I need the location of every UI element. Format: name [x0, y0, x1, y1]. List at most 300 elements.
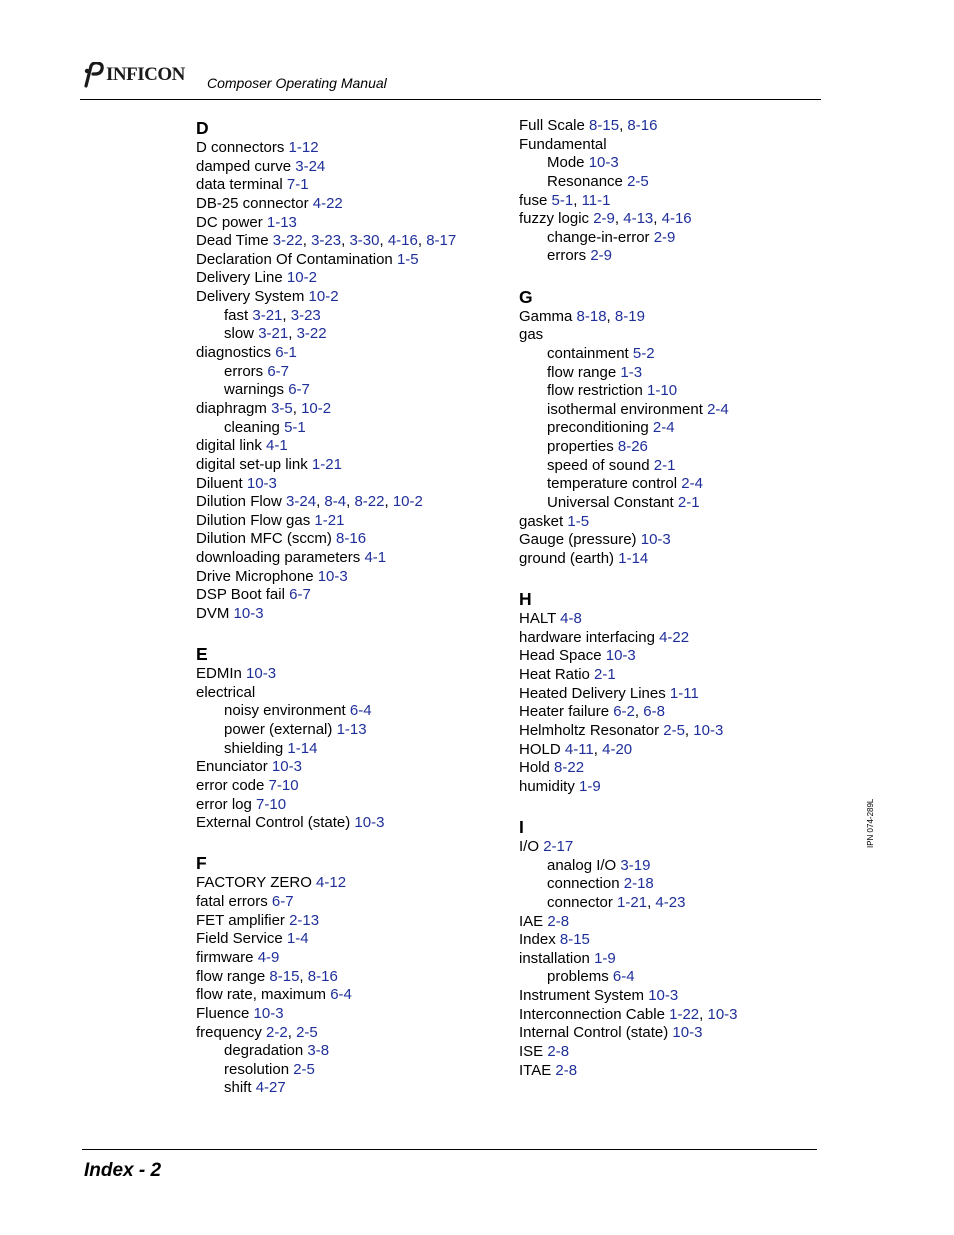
- entry-term: Fundamental: [519, 135, 607, 153]
- page-reference-link[interactable]: 10-3: [233, 605, 264, 623]
- index-entry: [196, 475, 496, 494]
- entry-term: shift: [224, 1079, 252, 1097]
- page-reference-link[interactable]: 10-3: [707, 1005, 738, 1023]
- page-reference-link[interactable]: 8-16: [627, 117, 658, 134]
- entry-term: D connectors: [196, 139, 285, 156]
- page-reference-link[interactable]: 2-5: [293, 1060, 315, 1078]
- page-reference-link[interactable]: 1-22: [669, 1005, 700, 1023]
- page-reference-link[interactable]: 2-5: [296, 1023, 318, 1041]
- index-entry: [519, 629, 819, 648]
- page-number: Index - 2: [84, 1160, 162, 1181]
- page-reference-link[interactable]: 4-23: [655, 893, 686, 911]
- page-reference-link[interactable]: 3-8: [307, 1042, 330, 1060]
- page-reference-link[interactable]: 2-1: [653, 456, 676, 474]
- page-reference-link[interactable]: 10-3: [648, 987, 679, 1005]
- page-reference-link[interactable]: 3-19: [620, 856, 651, 874]
- entry-term: resolution: [224, 1060, 290, 1078]
- entry-term: speed of sound: [547, 456, 650, 474]
- page-reference-link[interactable]: 3-5: [271, 399, 293, 417]
- page-reference-link[interactable]: 3-21: [258, 325, 289, 343]
- entry-term: Full Scale: [519, 117, 585, 134]
- index-subentry: [519, 875, 819, 894]
- page-reference-link[interactable]: 2-9: [653, 228, 676, 246]
- index-entry: frequency 2-2, 2-5: [196, 1023, 318, 1041]
- index-subentry: [196, 419, 496, 438]
- entry-term: Field Service: [196, 930, 283, 948]
- entry-term: electrical: [196, 683, 256, 701]
- entry-term: Delivery Line: [196, 269, 283, 287]
- index-entry: [196, 777, 496, 796]
- entry-term: humidity: [519, 777, 575, 795]
- page-reference-link[interactable]: 6-7: [267, 362, 290, 380]
- index-subentry: [519, 475, 819, 494]
- page-reference-link[interactable]: 10-3: [271, 758, 302, 776]
- entry-term: Resonance: [547, 172, 623, 190]
- index-entry: [196, 288, 496, 307]
- index-subentry: slow 3-21, 3-22: [224, 325, 327, 343]
- entry-term: analog I/O: [547, 856, 617, 874]
- page-reference-link[interactable]: 10-3: [640, 531, 671, 549]
- page-reference-link[interactable]: 6-8: [643, 703, 665, 721]
- entry-term: flow range: [196, 967, 266, 985]
- entry-term: diagnostics: [196, 344, 272, 362]
- index-entry: [519, 531, 819, 550]
- index-entry: [196, 893, 496, 912]
- header-divider: [80, 99, 821, 100]
- index-entry: [519, 685, 819, 704]
- index-subentry: [519, 494, 819, 513]
- index-entry: [196, 269, 496, 288]
- page-reference-link[interactable]: 3-23: [290, 306, 321, 324]
- index-entry: [519, 326, 819, 345]
- page-reference-link[interactable]: 4-8: [560, 610, 582, 628]
- page-reference-link[interactable]: 4-11: [564, 740, 594, 758]
- entry-term: fast: [224, 306, 249, 324]
- index-entry: [519, 987, 819, 1006]
- index-subentry: [519, 345, 819, 364]
- index-subentry: [519, 457, 819, 476]
- page-reference-link[interactable]: 2-18: [623, 875, 654, 893]
- page-reference-link[interactable]: 1-21: [311, 455, 342, 473]
- index-entry: [519, 759, 819, 778]
- entry-term: Heat Ratio: [519, 666, 590, 684]
- page-reference-link[interactable]: 1-12: [288, 139, 319, 156]
- page-reference-link[interactable]: 8-15: [559, 931, 590, 949]
- index-subentry: [519, 382, 819, 401]
- page-reference-link[interactable]: 1-11: [669, 684, 699, 702]
- page-reference-link[interactable]: 2-8: [555, 1061, 578, 1079]
- page-reference-link[interactable]: 2-9: [590, 247, 613, 265]
- page-reference-link[interactable]: 7-10: [268, 777, 299, 794]
- page-reference-link[interactable]: 1-10: [647, 382, 678, 400]
- index-entry: [196, 665, 496, 684]
- page-reference-link[interactable]: 2-5: [663, 721, 685, 739]
- page-reference-link[interactable]: 4-20: [602, 740, 633, 758]
- index-subentry: [196, 1079, 496, 1098]
- entry-term: problems: [547, 968, 609, 986]
- index-entry: [196, 158, 496, 177]
- entry-term: DC power: [196, 213, 263, 231]
- footer-divider: [82, 1149, 817, 1150]
- entry-term: Fluence: [196, 1004, 250, 1022]
- index-entry: HOLD 4-11, 4-20: [519, 740, 633, 758]
- entry-term: Hold: [519, 759, 550, 777]
- page-reference-link[interactable]: 2-13: [289, 911, 320, 929]
- entry-term: properties: [547, 438, 614, 456]
- index-column-right: [519, 117, 819, 1100]
- entry-term: hardware interfacing: [519, 628, 655, 646]
- entry-term: flow rate, maximum: [196, 986, 327, 1004]
- entry-term: DSP Boot fail: [196, 586, 285, 604]
- index-entry: [196, 456, 496, 475]
- index-section: [519, 117, 819, 266]
- entry-term: DVM: [196, 605, 230, 623]
- entry-term: change-in-error: [547, 228, 650, 246]
- entry-term: FACTORY ZERO: [196, 874, 312, 892]
- page-reference-link[interactable]: 2-1: [594, 666, 616, 684]
- page-reference-link[interactable]: 4-16: [387, 232, 418, 250]
- entry-term: Interconnection Cable: [519, 1005, 665, 1023]
- entry-term: containment: [547, 344, 629, 362]
- page-reference-link[interactable]: 10-3: [253, 1004, 284, 1022]
- index-entry: [519, 1043, 819, 1062]
- page-reference-link[interactable]: 1-13: [266, 213, 297, 231]
- entry-term: EDMIn: [196, 665, 242, 683]
- entry-term: Dilution Flow gas: [196, 511, 311, 529]
- page-reference-link[interactable]: 4-1: [266, 437, 288, 455]
- page-reference-link[interactable]: 4-9: [257, 948, 280, 966]
- entry-term: IAE: [519, 912, 544, 930]
- index-entry: [519, 1024, 819, 1043]
- entry-term: Declaration Of Contamination: [196, 250, 393, 268]
- index-subentry: [519, 364, 819, 383]
- entry-term: preconditioning: [547, 419, 649, 437]
- entry-term: flow range: [547, 363, 617, 381]
- section-letter: I: [519, 817, 524, 837]
- index-entry: [196, 530, 496, 549]
- entry-term: DB-25 connector: [196, 194, 309, 212]
- index-entry: [519, 913, 819, 932]
- page-reference-link[interactable]: 6-7: [288, 381, 310, 399]
- page-reference-link[interactable]: 8-17: [426, 232, 457, 250]
- entry-term: Internal Control (state): [519, 1024, 669, 1042]
- entry-term: isothermal environment: [547, 400, 703, 418]
- page-reference-link[interactable]: 4-16: [661, 210, 692, 228]
- page-reference-link[interactable]: 10-3: [317, 567, 348, 585]
- entry-term: ground (earth): [519, 549, 615, 567]
- entry-term: Delivery System: [196, 288, 305, 306]
- index-entry: [196, 1005, 496, 1024]
- entry-term: digital set-up link: [196, 455, 308, 473]
- index-entry: [519, 778, 819, 797]
- page-reference-link[interactable]: 8-16: [307, 967, 338, 985]
- index-entry: [519, 647, 819, 666]
- index-entry: [519, 550, 819, 569]
- section-letter: G: [519, 286, 533, 307]
- page-reference-link[interactable]: 6-7: [289, 586, 311, 604]
- entry-term: Instrument System: [519, 987, 645, 1005]
- index-subentry: [196, 1042, 496, 1061]
- page-reference-link[interactable]: 6-2: [613, 703, 635, 721]
- page-reference-link[interactable]: 10-2: [286, 269, 317, 287]
- index-entry: fuse 5-1, 11-1: [519, 191, 611, 209]
- entry-term: Universal Constant: [547, 494, 674, 512]
- entry-term: connection: [547, 875, 620, 893]
- page-reference-link[interactable]: 10-3: [354, 814, 385, 832]
- index-entry: [196, 758, 496, 777]
- page-reference-link[interactable]: 7-1: [286, 176, 309, 194]
- entry-term: noisy environment: [224, 702, 346, 720]
- index-entry: Dead Time 3-22, 3-23, 3-30, 4-16, 8-17: [196, 232, 457, 250]
- page-reference-link[interactable]: 3-22: [296, 325, 327, 343]
- index-entry: [196, 549, 496, 568]
- page-reference-link[interactable]: 2-4: [652, 419, 675, 437]
- page-reference-link[interactable]: 1-9: [579, 777, 601, 795]
- entry-term: errors: [224, 362, 264, 380]
- page-reference-link[interactable]: 10-3: [693, 721, 724, 739]
- index-subentry: [519, 154, 819, 173]
- index-entry: [196, 874, 496, 893]
- entry-term: flow restriction: [547, 382, 643, 400]
- index-entry: [196, 930, 496, 949]
- page-reference-link[interactable]: 8-4: [324, 493, 347, 511]
- page-reference-link[interactable]: 10-2: [308, 288, 339, 306]
- index-entry: [196, 568, 496, 587]
- entry-term: Index: [519, 931, 556, 949]
- page-reference-link[interactable]: 2-1: [677, 494, 700, 512]
- entry-term: Dilution Flow: [196, 493, 282, 511]
- index-section: [519, 286, 819, 569]
- page-reference-link[interactable]: 10-3: [605, 647, 636, 665]
- index-entry: [519, 838, 819, 857]
- entry-term: data terminal: [196, 176, 283, 194]
- entry-term: installation: [519, 949, 590, 967]
- entry-term: cleaning: [224, 418, 280, 436]
- entry-term: warnings: [224, 381, 285, 399]
- page-reference-link[interactable]: 2-2: [266, 1023, 288, 1041]
- index-entry: Helmholtz Resonator 2-5, 10-3: [519, 721, 724, 739]
- entry-term: External Control (state): [196, 814, 351, 832]
- page-reference-link[interactable]: 8-15: [589, 117, 620, 134]
- page-reference-link[interactable]: 2-8: [547, 1043, 570, 1061]
- index-entry: [196, 512, 496, 531]
- entry-term: ITAE: [519, 1061, 552, 1079]
- index-entry: [519, 610, 819, 629]
- page-reference-link[interactable]: 4-1: [364, 549, 387, 567]
- page-reference-link[interactable]: 8-22: [554, 759, 585, 777]
- entry-term: fuzzy logic: [519, 210, 590, 228]
- page-reference-link[interactable]: 6-7: [271, 893, 294, 911]
- page-reference-link[interactable]: 1-14: [618, 549, 649, 567]
- page-reference-link[interactable]: 1-5: [396, 250, 419, 268]
- index-section: [519, 816, 819, 1080]
- index-entry: [196, 814, 496, 833]
- page-reference-link[interactable]: 8-18: [576, 307, 607, 325]
- index-subentry: [519, 247, 819, 266]
- index-entry: Interconnection Cable 1-22, 10-3: [519, 1005, 738, 1023]
- page-reference-link[interactable]: 1-14: [287, 739, 318, 757]
- page-reference-link[interactable]: 4-22: [312, 194, 343, 212]
- entry-term: diaphragm: [196, 399, 267, 417]
- section-letter: E: [196, 644, 208, 665]
- page-reference-link[interactable]: 3-22: [272, 232, 303, 250]
- page-reference-link[interactable]: 1-21: [617, 893, 648, 911]
- section-letter: F: [196, 853, 207, 874]
- entry-term: temperature control: [547, 475, 678, 493]
- entry-term: gas: [519, 326, 544, 344]
- entry-term: fatal errors: [196, 893, 268, 911]
- index-entry: [196, 949, 496, 968]
- entry-term: fuse: [519, 191, 548, 209]
- page-reference-link[interactable]: 8-26: [617, 438, 648, 456]
- inficon-logo: [82, 60, 185, 90]
- page-reference-link[interactable]: 11-1: [581, 191, 611, 209]
- page-header: [82, 60, 821, 100]
- index-entry: [196, 176, 496, 195]
- page-reference-link[interactable]: 5-1: [551, 191, 574, 209]
- index-entry: [519, 950, 819, 969]
- index-entry: [196, 986, 496, 1005]
- page-reference-link[interactable]: 6-1: [275, 344, 297, 362]
- index-subentry: [196, 381, 496, 400]
- page-reference-link[interactable]: 8-19: [614, 307, 645, 325]
- page-reference-link[interactable]: 4-13: [623, 210, 654, 228]
- entry-term: frequency: [196, 1023, 262, 1041]
- entry-term: error code: [196, 777, 265, 794]
- page-reference-link[interactable]: 3-24: [295, 157, 326, 175]
- entry-term: damped curve: [196, 157, 292, 175]
- entry-term: Diluent: [196, 474, 243, 492]
- logo-text: INFICON: [106, 64, 185, 85]
- entry-term: downloading parameters: [196, 549, 361, 567]
- index-entry: [196, 605, 496, 624]
- entry-term: Dilution MFC (sccm): [196, 530, 332, 548]
- page-reference-link[interactable]: 1-5: [567, 512, 590, 530]
- page-reference-link[interactable]: 8-22: [354, 493, 385, 511]
- index-subentry: [519, 438, 819, 457]
- page-reference-link[interactable]: 10-2: [301, 399, 332, 417]
- page-reference-link[interactable]: 7-10: [256, 795, 287, 813]
- page-reference-link[interactable]: 2-4: [681, 475, 703, 493]
- index-subentry: [519, 419, 819, 438]
- page-reference-link[interactable]: 1-3: [620, 363, 643, 381]
- section-letter: H: [519, 589, 532, 610]
- index-subentry: [196, 740, 496, 759]
- index-section: [196, 117, 496, 624]
- entry-term: Mode: [547, 154, 585, 172]
- entry-term: Gauge (pressure): [519, 531, 637, 549]
- index-section: [196, 643, 496, 833]
- index-subentry: [196, 1061, 496, 1080]
- page-reference-link[interactable]: 10-3: [246, 474, 277, 492]
- index-subentry: [196, 702, 496, 721]
- page-reference-link[interactable]: 2-17: [543, 838, 574, 855]
- page-reference-link[interactable]: 4-22: [659, 628, 690, 646]
- index-entry: [196, 796, 496, 815]
- index-section: [196, 852, 496, 1098]
- index-subentry: [519, 401, 819, 420]
- entry-term: Enunciator: [196, 758, 268, 776]
- index-entry: [196, 195, 496, 214]
- index-column-left: [196, 117, 496, 1118]
- document-code: IPN 074-289L: [866, 798, 875, 848]
- page-reference-link[interactable]: 2-9: [593, 210, 615, 228]
- entry-term: HOLD: [519, 740, 561, 758]
- page-reference-link[interactable]: 2-8: [547, 912, 570, 930]
- page-reference-link[interactable]: 3-24: [286, 493, 317, 511]
- page-reference-link[interactable]: 4-12: [316, 874, 347, 892]
- index-entry: Dilution Flow 3-24, 8-4, 8-22, 10-2: [196, 493, 423, 511]
- index-section: [519, 588, 819, 796]
- page-reference-link[interactable]: 1-13: [336, 721, 367, 739]
- entry-term: Head Space: [519, 647, 602, 665]
- page-reference-link[interactable]: 3-30: [349, 232, 380, 250]
- entry-term: Drive Microphone: [196, 567, 314, 585]
- page-reference-link[interactable]: 5-2: [632, 344, 655, 362]
- page-reference-link[interactable]: 6-4: [612, 968, 635, 986]
- manual-title: Composer Operating Manual: [207, 75, 387, 91]
- entry-term: slow: [224, 325, 255, 343]
- page-reference-link[interactable]: 5-1: [284, 418, 306, 436]
- page-reference-link[interactable]: 10-3: [246, 665, 277, 683]
- index-subentry: [519, 968, 819, 987]
- entry-term: Gamma: [519, 307, 573, 325]
- page-reference-link[interactable]: 4-27: [255, 1079, 286, 1097]
- entry-term: HALT: [519, 610, 556, 628]
- index-entry: [196, 139, 496, 158]
- page-reference-link[interactable]: 3-23: [311, 232, 342, 250]
- index-subentry: [519, 173, 819, 192]
- index-subentry: [519, 857, 819, 876]
- page-reference-link[interactable]: 2-5: [627, 172, 649, 190]
- entry-term: Heated Delivery Lines: [519, 684, 666, 702]
- section-letter: D: [196, 118, 209, 138]
- page-reference-link[interactable]: 1-4: [286, 930, 309, 948]
- index-entry: Heater failure 6-2, 6-8: [519, 703, 665, 721]
- index-entry: [196, 251, 496, 270]
- page-reference-link[interactable]: 8-15: [269, 967, 300, 985]
- page-reference-link[interactable]: 1-21: [314, 511, 345, 529]
- page-reference-link[interactable]: 10-2: [392, 493, 423, 511]
- index-subentry: fast 3-21, 3-23: [224, 306, 321, 324]
- page-reference-link[interactable]: 2-4: [707, 400, 729, 418]
- index-entry: fuzzy logic 2-9, 4-13, 4-16: [519, 210, 692, 228]
- index-entry: diaphragm 3-5, 10-2: [196, 399, 332, 417]
- page-reference-link[interactable]: 6-4: [349, 702, 372, 720]
- page-reference-link[interactable]: 1-9: [594, 949, 616, 967]
- entry-term: shielding: [224, 739, 284, 757]
- index-entry: [196, 437, 496, 456]
- page-reference-link[interactable]: 3-21: [252, 306, 283, 324]
- page-reference-link[interactable]: 6-4: [330, 986, 352, 1004]
- entry-term: firmware: [196, 948, 254, 966]
- index-entry: [519, 136, 819, 155]
- entry-term: I/O: [519, 838, 540, 855]
- entry-term: gasket: [519, 512, 564, 530]
- page-reference-link[interactable]: 8-16: [336, 530, 367, 548]
- entry-term: connector: [547, 893, 613, 911]
- index-subentry: [196, 363, 496, 382]
- index-entry: [519, 931, 819, 950]
- index-entry: flow range 8-15, 8-16: [196, 967, 338, 985]
- inficon-logo-icon: [82, 62, 104, 88]
- index-entry: [196, 214, 496, 233]
- entry-term: ISE: [519, 1043, 544, 1061]
- index-entry: Gamma 8-18, 8-19: [519, 307, 645, 325]
- index-subentry: [196, 721, 496, 740]
- page-reference-link[interactable]: 10-3: [588, 154, 619, 172]
- page-reference-link[interactable]: 10-3: [672, 1024, 703, 1042]
